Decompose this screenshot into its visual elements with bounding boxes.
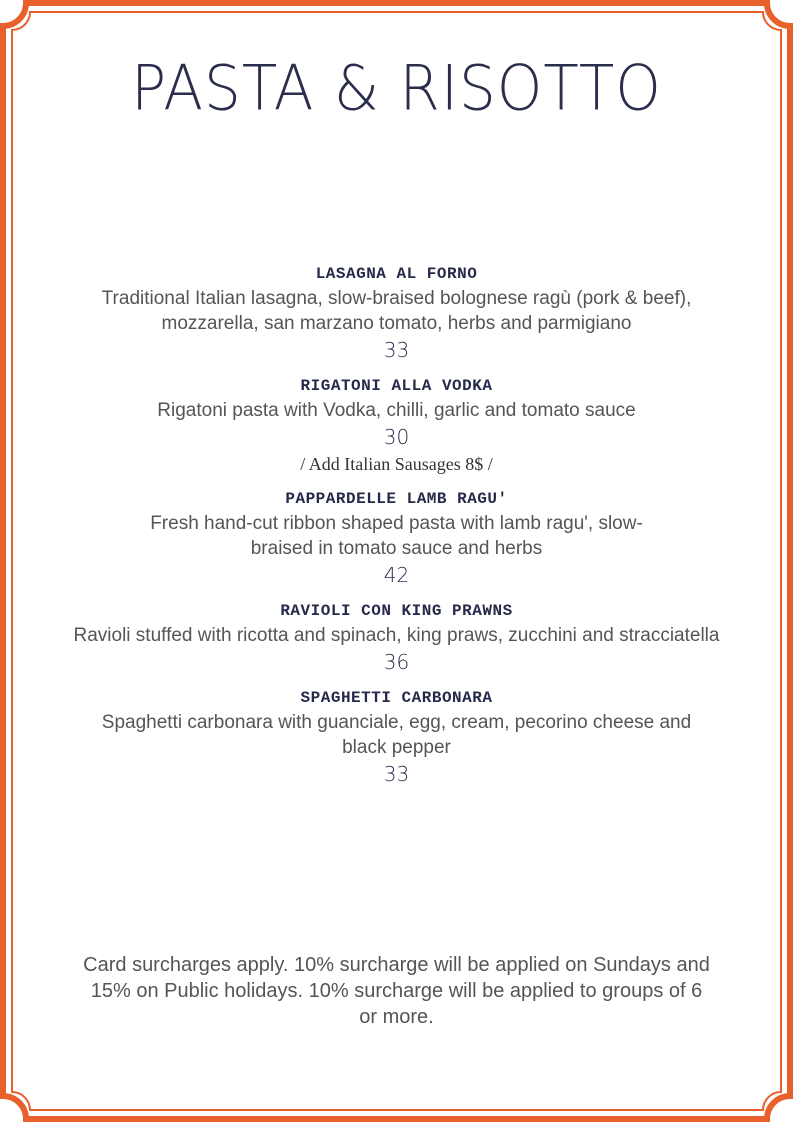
item-price: 36 [383,650,410,674]
menu-item-ravioli [60,599,733,676]
item-price: 33 [383,762,410,786]
item-description: Fresh hand-cut ribbon shaped pasta with lamb ragu', slow-braised in tomato sauce and herbs [150,513,643,559]
item-description: Rigatoni pasta with Vodka, chilli, garlic and tomato sauce [157,400,636,421]
item-name: RIGATONI ALLA VODKA [300,377,493,395]
menu-list [60,262,733,798]
item-name: SPAGHETTI CARBONARA [300,689,493,707]
menu-item-pappardelle [60,487,733,589]
surcharge-notice: Card surcharges apply. 10% surcharge will be applied on Sundays and 15% on Public holidays. 10% surcharge will be applied to groups of 6 or more. [83,954,710,1028]
item-description: Ravioli stuffed with ricotta and spinach, king praws, zucchini and stracciatella [73,625,720,646]
page-title: PASTA & RISOTTO [131,51,662,125]
menu-item-spaghetti [60,686,733,788]
item-name: RAVIOLI CON KING PRAWNS [280,602,513,620]
item-name: LASAGNA AL FORNO [315,265,478,283]
item-description: Traditional Italian lasagna, slow-braised bolognese ragù (pork & beef), mozzarella, san marzano tomato, herbs and parmigiano [101,288,692,334]
item-name: PAPPARDELLE LAMB RAGU' [285,490,508,508]
item-description: Spaghetti carbonara with guanciale, egg, cream, pecorino cheese and black pepper [101,712,692,758]
item-addon: / Add Italian Sausages 8$ / [300,454,493,474]
item-price: 42 [383,563,410,587]
item-price: 30 [383,425,410,449]
menu-item-rigatoni [60,374,733,477]
item-price: 33 [383,338,410,362]
menu-item-lasagna [60,262,733,364]
